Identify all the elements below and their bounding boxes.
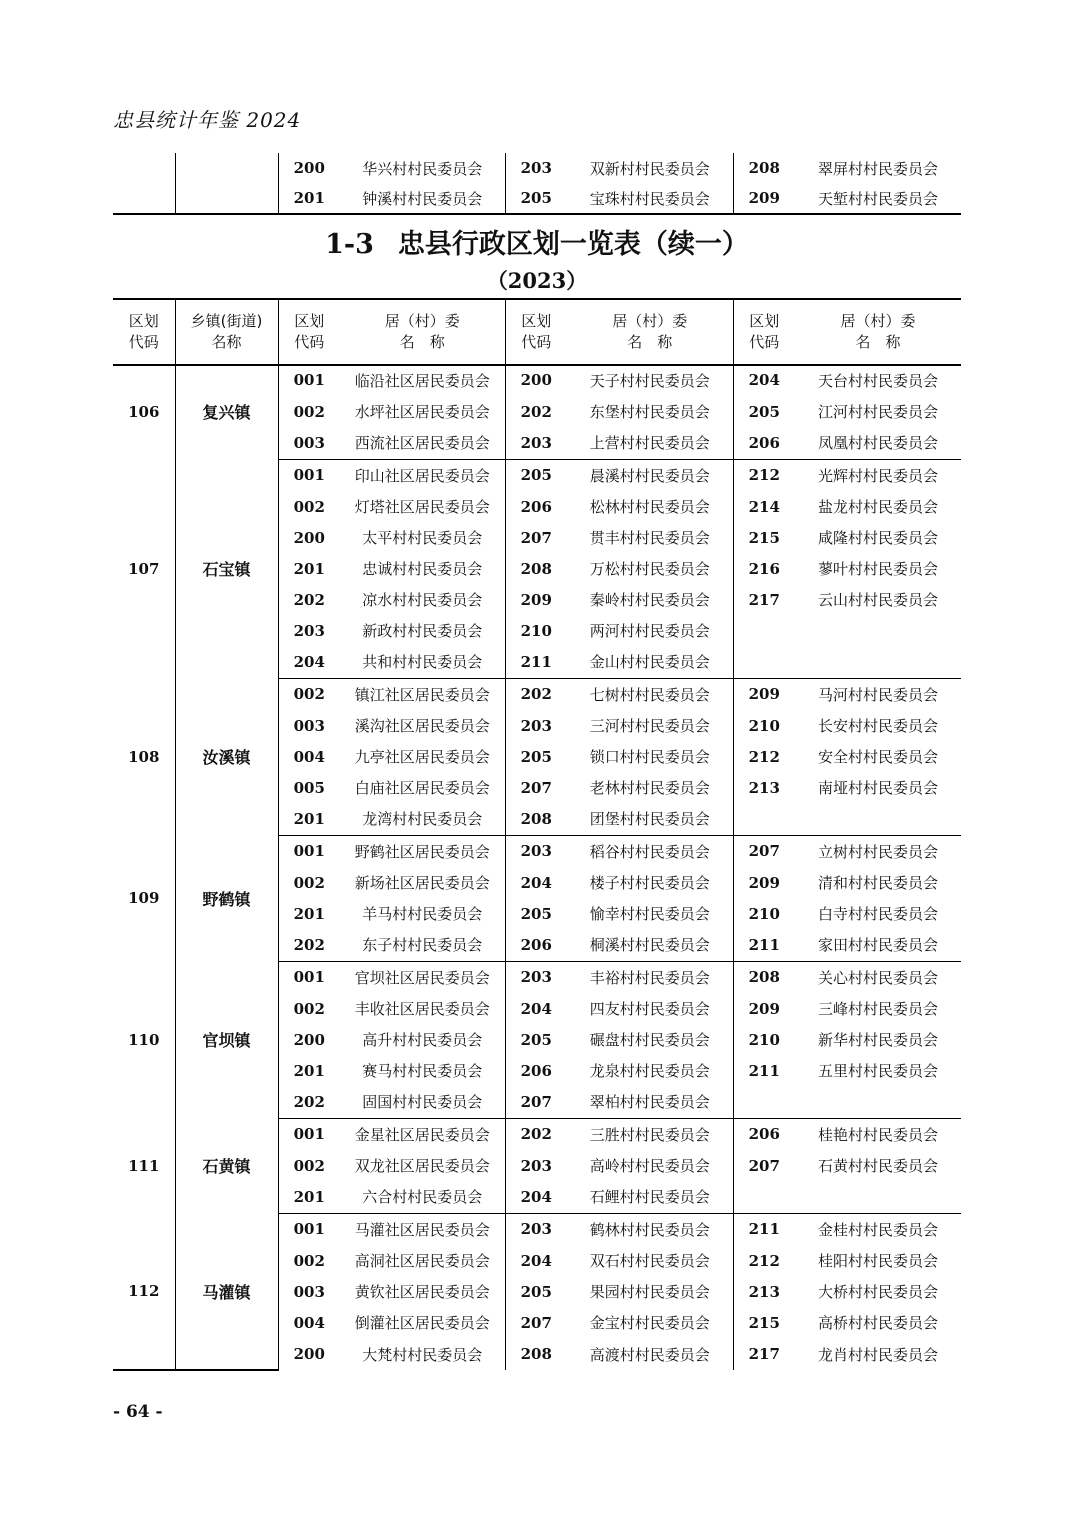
committee-name: 晨溪村村民委员会: [567, 459, 733, 491]
continuation-table: [113, 153, 961, 215]
committee-name: 金星社区居民委员会: [340, 1118, 505, 1150]
committee-code: 002: [293, 402, 325, 421]
committee-name: 天台村村民委员会: [817, 371, 938, 390]
committee-name: 光辉村村民委员会: [817, 466, 938, 485]
committee-name: 新华村村民委员会: [817, 1031, 938, 1049]
committee-name: 团堡村村民委员会: [567, 803, 733, 835]
committee-code: 217: [748, 1345, 780, 1363]
committee-name: 镇江社区居民委员会: [340, 678, 505, 710]
district-code: [113, 153, 175, 183]
committee-name: 高岭村村民委员会: [567, 1150, 733, 1181]
committee-code: 201: [293, 189, 325, 207]
committee-name: 水坪社区居民委员会: [340, 396, 505, 427]
committee-name: 上营村村民委员会: [567, 427, 733, 459]
committee-name: 大梵村村民委员会: [340, 1338, 505, 1370]
committee-code: 214: [748, 497, 780, 516]
committee-code: 213: [748, 1282, 780, 1301]
committee-code: 207: [748, 842, 780, 861]
committee-code: 004: [293, 1313, 325, 1332]
committee-name: 云山村村民委员会: [817, 591, 938, 609]
committee-name: 龙泉村村民委员会: [567, 1055, 733, 1086]
committee-name: 四友村村民委员会: [567, 993, 733, 1024]
committee-code: 205: [520, 189, 552, 207]
page-number: - 64 -: [113, 1402, 163, 1422]
table-number: 1-3: [325, 229, 374, 260]
committee-code: 216: [748, 559, 780, 578]
header-committee-name: 居（村）委 名 称: [567, 299, 733, 365]
town-name: 石宝镇: [175, 459, 278, 678]
committee-code: 204: [748, 371, 780, 389]
committee-name: 石黄村村民委员会: [817, 1157, 938, 1175]
committee-name: 松林村村民委员会: [567, 491, 733, 522]
committee-name: 忠诚村村民委员会: [340, 553, 505, 584]
committee-name: 宝珠村村民委员会: [567, 183, 733, 214]
district-code: 107: [113, 459, 175, 678]
committee-name: 家田村村民委员会: [795, 929, 961, 961]
committee-name: 高渡村村民委员会: [567, 1338, 733, 1370]
committee-name: 贯丰村村民委员会: [567, 522, 733, 553]
town-name: [175, 153, 278, 183]
committee-name: 凉水村村民委员会: [340, 584, 505, 615]
committee-code: 207: [520, 1313, 552, 1332]
table-title-text: 忠县行政区划一览表（续一）: [397, 229, 749, 260]
committee-name: 龙湾村村民委员会: [340, 803, 505, 835]
committee-name: 双龙社区居民委员会: [340, 1150, 505, 1181]
committee-code: 002: [293, 999, 325, 1018]
committee-name: 东子村村民委员会: [340, 929, 505, 961]
committee-code: [733, 803, 795, 835]
committee-name: 六合村村民委员会: [340, 1181, 505, 1213]
committee-name: 江河村村民委员会: [817, 403, 938, 421]
committee-code: 204: [520, 1251, 552, 1270]
district-code: [113, 183, 175, 214]
committee-name: 大桥村村民委员会: [817, 1283, 938, 1301]
committee-code: 003: [293, 1282, 325, 1301]
committee-code: 206: [748, 1125, 780, 1144]
committee-code: 205: [520, 904, 552, 923]
committee-code: 206: [733, 427, 795, 459]
committee-code: 004: [293, 747, 325, 766]
committee-name: 钟溪村村民委员会: [340, 183, 505, 214]
table-year: （2023）: [486, 268, 588, 293]
committee-name: 印山社区居民委员会: [340, 459, 505, 491]
committee-name: 龙肖村村民委员会: [817, 1345, 938, 1364]
committee-code: 202: [278, 929, 340, 961]
committee-name: 长安村村民委员会: [817, 717, 938, 735]
committee-code: 203: [505, 427, 567, 459]
town-name: 野鹤镇: [175, 835, 278, 961]
committee-code: 212: [748, 1251, 780, 1270]
committee-code: 201: [293, 559, 325, 578]
district-code: 109: [113, 835, 175, 961]
committee-code: 002: [293, 873, 325, 892]
committee-code: 208: [505, 803, 567, 835]
committee-code: 209: [520, 590, 552, 609]
committee-name: 南垭村村民委员会: [817, 779, 938, 797]
town-name: 官坝镇: [175, 961, 278, 1118]
committee-code: 207: [505, 1086, 567, 1118]
committee-name: 楼子村村民委员会: [567, 867, 733, 898]
committee-code: 205: [520, 466, 552, 485]
header-district-code: 区划 代码: [113, 299, 175, 365]
district-code: 111: [113, 1118, 175, 1213]
committee-name: 羊马村村民委员会: [340, 898, 505, 929]
running-head: 忠县统计年鉴 2024: [113, 108, 302, 132]
division-table: [113, 364, 961, 1371]
committee-name: 石鲤村村民委员会: [567, 1181, 733, 1213]
committee-code: 003: [293, 716, 325, 735]
committee-name: 万松村村民委员会: [567, 553, 733, 584]
town-name: 复兴镇: [175, 364, 278, 459]
committee-code: 002: [293, 1156, 325, 1175]
committee-code: 203: [293, 621, 325, 640]
committee-code: 002: [293, 497, 325, 516]
committee-name: 金山村村民委员会: [567, 646, 733, 678]
committee-name: 新场社区居民委员会: [340, 867, 505, 898]
committee-code: 201: [278, 803, 340, 835]
committee-code: [733, 646, 795, 678]
committee-code: 204: [520, 873, 552, 892]
committee-name: 丰收社区居民委员会: [340, 993, 505, 1024]
committee-code: [733, 615, 795, 646]
committee-code: 212: [748, 466, 780, 485]
committee-name: [795, 646, 961, 678]
committee-code: [733, 1181, 795, 1213]
committee-code: 215: [748, 1313, 780, 1332]
committee-name: 官坝社区居民委员会: [340, 961, 505, 993]
committee-name: 野鹤社区居民委员会: [340, 835, 505, 867]
committee-name: [795, 1086, 961, 1118]
committee-name: 桐溪村村民委员会: [567, 929, 733, 961]
committee-name: 蓼叶村村民委员会: [817, 560, 938, 578]
committee-name: 高桥村村民委员会: [817, 1314, 938, 1332]
committee-name: 愉幸村村民委员会: [567, 898, 733, 929]
committee-name: 清和村村民委员会: [817, 874, 938, 892]
committee-code: 002: [293, 685, 325, 704]
committee-name: 白庙社区居民委员会: [340, 772, 505, 803]
committee-code: 201: [293, 1061, 325, 1080]
committee-code: 001: [293, 371, 325, 389]
committee-code: 207: [748, 1156, 780, 1175]
header-town-name: 乡镇(街道) 名称: [175, 299, 278, 365]
committee-code: 001: [293, 1220, 325, 1239]
committee-name: 金桂村村民委员会: [817, 1220, 938, 1239]
committee-code: 210: [748, 1030, 780, 1049]
committee-code: 001: [293, 466, 325, 485]
committee-code: 204: [505, 1181, 567, 1213]
committee-code: 209: [748, 685, 780, 704]
committee-name: 高洞社区居民委员会: [340, 1245, 505, 1276]
committee-code: 205: [520, 747, 552, 766]
committee-name: 翠屏村村民委员会: [817, 159, 938, 178]
committee-code: 209: [748, 873, 780, 892]
committee-code: 209: [748, 999, 780, 1018]
committee-code: 211: [505, 646, 567, 678]
committee-code: 205: [520, 1282, 552, 1301]
committee-code: 215: [748, 528, 780, 547]
committee-name: 灯塔社区居民委员会: [340, 491, 505, 522]
committee-code: 200: [293, 1345, 325, 1363]
table-row: [113, 459, 961, 491]
committee-name: 咸隆村村民委员会: [817, 529, 938, 547]
committee-code: 001: [293, 1125, 325, 1144]
committee-code: 208: [748, 968, 780, 987]
committee-name: 高升村村民委员会: [340, 1024, 505, 1055]
committee-code: 200: [293, 528, 325, 547]
committee-name: 五里村村民委员会: [817, 1062, 938, 1080]
committee-code: 200: [293, 159, 325, 177]
committee-name: 丰裕村村民委员会: [567, 961, 733, 993]
table-row: [113, 153, 961, 183]
committee-code: 206: [520, 1061, 552, 1080]
committee-name: 关心村村民委员会: [817, 968, 938, 987]
district-code: 108: [113, 678, 175, 835]
committee-code: 211: [733, 929, 795, 961]
committee-code: 003: [278, 427, 340, 459]
committee-name: 盐龙村村民委员会: [817, 498, 938, 516]
committee-name: 两河村村民委员会: [567, 615, 733, 646]
committee-code: 213: [748, 778, 780, 797]
committee-name: 临沿社区居民委员会: [340, 364, 505, 396]
committee-name: 新政村村民委员会: [340, 615, 505, 646]
town-name: 汝溪镇: [175, 678, 278, 835]
committee-code: 206: [520, 497, 552, 516]
committee-name: 桂阳村村民委员会: [817, 1252, 938, 1270]
committee-code: 208: [520, 559, 552, 578]
table-row: [113, 961, 961, 993]
header-code: 区划 代码: [294, 312, 325, 351]
committee-name: 凤凰村村民委员会: [795, 427, 961, 459]
header-code: 区划 代码: [749, 312, 780, 351]
committee-code: 208: [748, 159, 780, 177]
committee-code: 005: [293, 778, 325, 797]
committee-name: 果园村村民委员会: [567, 1276, 733, 1307]
committee-code: 204: [520, 999, 552, 1018]
committee-name: 三胜村村民委员会: [567, 1118, 733, 1150]
committee-code: 208: [520, 1345, 552, 1363]
district-code: 110: [113, 961, 175, 1118]
committee-name: 太平村村民委员会: [340, 522, 505, 553]
committee-code: 203: [520, 159, 552, 177]
table-header: [113, 298, 961, 366]
committee-code: 206: [505, 929, 567, 961]
committee-code: 205: [520, 1030, 552, 1049]
committee-code: 205: [748, 402, 780, 421]
committee-name: 东堡村村民委员会: [567, 396, 733, 427]
committee-name: 固国村村民委员会: [340, 1086, 505, 1118]
committee-code: 210: [748, 904, 780, 923]
header-code: 区划 代码: [521, 312, 552, 351]
committee-name: 安全村村民委员会: [817, 748, 938, 766]
committee-name: 锁口村村民委员会: [567, 741, 733, 772]
committee-code: 200: [293, 1030, 325, 1049]
committee-name: [795, 1181, 961, 1213]
committee-name: 倒灌社区居民委员会: [340, 1307, 505, 1338]
district-code: 112: [113, 1213, 175, 1370]
committee-name: 双新村村民委员会: [567, 153, 733, 183]
committee-name: 碾盘村村民委员会: [567, 1024, 733, 1055]
committee-code: 200: [520, 371, 552, 389]
committee-name: 九亭社区居民委员会: [340, 741, 505, 772]
committee-code: 211: [748, 1061, 780, 1080]
committee-code: 207: [520, 778, 552, 797]
table-title: [113, 222, 961, 261]
committee-name: 西流社区居民委员会: [340, 427, 505, 459]
committee-code: 203: [520, 1156, 552, 1175]
committee-code: 209: [748, 189, 780, 207]
committee-name: [795, 615, 961, 646]
committee-code: 203: [520, 716, 552, 735]
table-row: [113, 183, 961, 214]
committee-code: 002: [293, 1251, 325, 1270]
committee-name: 三河村村民委员会: [567, 710, 733, 741]
committee-name: 马河村村民委员会: [817, 685, 938, 704]
committee-code: 202: [520, 1125, 552, 1144]
committee-code: 210: [520, 621, 552, 640]
committee-code: 203: [520, 968, 552, 987]
committee-code: 217: [748, 590, 780, 609]
committee-name: 天子村村民委员会: [567, 364, 733, 396]
committee-code: 201: [293, 904, 325, 923]
committee-name: 桂艳村村民委员会: [817, 1125, 938, 1144]
committee-code: 001: [293, 968, 325, 987]
committee-code: 202: [520, 685, 552, 704]
committee-name: 三峰村村民委员会: [817, 1000, 938, 1018]
table-row: [113, 835, 961, 867]
committee-code: 203: [520, 1220, 552, 1239]
table-row: [113, 678, 961, 710]
table-row: [113, 364, 961, 396]
committee-code: 001: [293, 842, 325, 861]
committee-name: 天堑村村民委员会: [817, 189, 938, 208]
header-committee-name: 居（村）委 名 称: [340, 299, 505, 365]
committee-name: 秦岭村村民委员会: [567, 584, 733, 615]
committee-name: 鹤林村村民委员会: [567, 1213, 733, 1245]
committee-code: 204: [278, 646, 340, 678]
town-name: 石黄镇: [175, 1118, 278, 1213]
committee-code: 212: [748, 747, 780, 766]
committee-code: 211: [748, 1220, 780, 1239]
header-committee-name: 居（村）委 名 称: [840, 312, 916, 351]
town-name: 马灌镇: [175, 1213, 278, 1370]
committee-code: 202: [520, 402, 552, 421]
committee-name: 白寺村村民委员会: [817, 905, 938, 923]
committee-name: 老林村村民委员会: [567, 772, 733, 803]
committee-code: 210: [748, 716, 780, 735]
committee-name: 翠柏村村民委员会: [567, 1086, 733, 1118]
committee-code: 203: [520, 842, 552, 861]
table-row: [113, 1118, 961, 1150]
committee-name: 共和村村民委员会: [340, 646, 505, 678]
committee-name: 金宝村村民委员会: [567, 1307, 733, 1338]
committee-name: 溪沟社区居民委员会: [340, 710, 505, 741]
committee-name: 立树村村民委员会: [817, 842, 938, 861]
committee-code: [733, 1086, 795, 1118]
committee-name: 马灌社区居民委员会: [340, 1213, 505, 1245]
committee-name: 赛马村村民委员会: [340, 1055, 505, 1086]
committee-code: 202: [293, 590, 325, 609]
district-code: 106: [113, 364, 175, 459]
committee-code: 201: [278, 1181, 340, 1213]
committee-name: 七树村村民委员会: [567, 678, 733, 710]
committee-code: 202: [278, 1086, 340, 1118]
committee-name: 双石村村民委员会: [567, 1245, 733, 1276]
committee-name: [795, 803, 961, 835]
committee-name: 华兴村村民委员会: [340, 153, 505, 183]
committee-code: 207: [520, 528, 552, 547]
committee-name: 黄钦社区居民委员会: [340, 1276, 505, 1307]
table-row: [113, 1213, 961, 1245]
town-name: [175, 183, 278, 214]
committee-name: 稻谷村村民委员会: [567, 835, 733, 867]
